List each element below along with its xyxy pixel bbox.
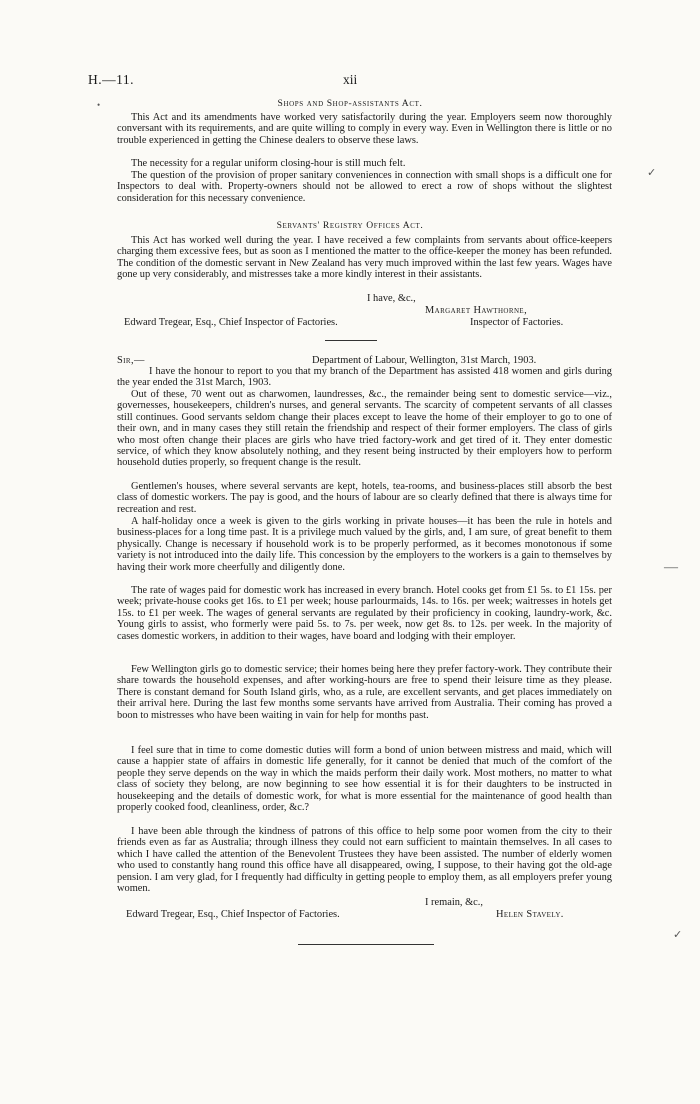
margin-tick-icon: ✓ — [673, 929, 683, 941]
letter-paragraph: Few Wellington girls go to domestic service; their homes being here they prefer factory-work. They contribute their share towards the household expenses, and after working-hours are free to spend their leisure time as they please. There is constant demand for South Island girls, who, as a rule, are excellent servants, and get places immediately on their arrival here. During the last few months some servants have arrived from Australia. Their coming has proved a boon to mistresses who have been waiting in vain for help for months past. — [117, 664, 612, 721]
shops-act-paragraph: The question of the provision of proper sanitary conveniences in connection with small shops is a difficult one for Inspectors to deal with. Property-owners should not be allowed to erect a row of shops without the slightest consideration for this necessary convenience. — [117, 170, 612, 204]
signer-name: Margaret Hawthorne, — [425, 305, 528, 316]
addressee-line: Edward Tregear, Esq., Chief Inspector of Factories. — [126, 909, 340, 920]
letter-paragraph: I have been able through the kindness of patrons of this office to help some poor women from the city to their friends even as far as Australia; through illness they could not earn sufficient to maintain themselves. In all cases to which I have called the attention of the Benevolent Trustees they have been assisted. The number of elderly women who used to constantly hang round this office have all disappeared, owing, I suppose, to their having got the old-age pension. I am very glad, for I frequently had difficulty in getting people to employ them, as all employers prefer young women. — [117, 826, 612, 895]
closing-line: I have, &c., — [367, 293, 416, 304]
document-reference: H.—11. — [88, 72, 134, 87]
page-number: xii — [343, 72, 358, 87]
servants-act-paragraph: This Act has worked well during the year. I have received a few complaints from servants about office-keepers charging them excessive fees, but as soon as I mentioned the matter to the office-keeper the money has been refunded. The condition of the domestic servant in New Zealand has very much improved within the last few years. Wages have gone up very considerably, and mistresses take a more kindly interest in their assistants. — [117, 235, 612, 281]
section-title-servants-act: Servants' Registry Offices Act. — [276, 220, 424, 231]
letter-paragraph: I have the honour to report to you that my branch of the Department has assisted 418 women and girls during the year ended the 31st March, 1903. — [117, 366, 612, 389]
letter-paragraph: Gentlemen's houses, where several servants are kept, hotels, tea-rooms, and business-places still absorb the best class of domestic workers. The pay is good, and the hours of labour are so clearly defined that there is always time for recreation and rest. — [117, 481, 612, 515]
addressee-line: Edward Tregear, Esq., Chief Inspector of Factories. — [124, 317, 338, 328]
signer-name: Helen Stavely. — [496, 909, 564, 920]
shops-act-paragraph: The necessity for a regular uniform closing-hour is still much felt. — [131, 158, 406, 169]
signer-title: Inspector of Factories. — [470, 317, 564, 328]
shops-act-paragraph: This Act and its amendments have worked very satisfactorily during the year. Employers seem now thoroughly conversant with its requirements, and are quite willing to comply in every way. Even in Wellington there is little or no trouble experienced in getting the Chinese dealers to observe these laws. — [117, 112, 612, 146]
letter-paragraph: The rate of wages paid for domestic work has increased in every branch. Hotel cooks get from £1 5s. to £1 15s. per week; private-house cooks get 16s. to £1 per week; house parlourmaids, 14s. to 16s. per week; waitresses in hotels get 15s. to £1 per week. The wages of general servants are regulated by their proficiency in cooking, laundry-work, &c. Young girls to assist, who formerly were paid 5s. to 7s. per week, now get 8s. to 12s. per week. In the majority of cases domestic workers, in addition to their wages, have board and lodging with their employer. — [117, 585, 612, 642]
end-rule — [298, 944, 434, 945]
salutation: Sir,— — [117, 355, 145, 366]
letter-paragraph: I feel sure that in time to come domestic duties will form a bond of union between mistress and maid, which will cause a happier state of affairs in domestic life generally, for it cannot be denied that much of the comfort of the people they serve depends on the way in which the maids perform their daily work. Most mothers, no matter to what class of society they belong, are now beginning to see how essential it is for their daughters to be instructed in housekeeping and the details of domestic work, for what is more essential for the maintenance of good health than properly cooked food, cleanliness, order, &c.? — [117, 745, 612, 814]
section-title-shops-act: Shops and Shop-assistants Act. — [277, 98, 423, 109]
margin-tick-icon: ✓ — [647, 167, 657, 179]
letter-paragraph: Out of these, 70 went out as charwomen, laundresses, &c., the remainder being sent to domestic service—viz., governesses, housekeepers, children's nurses, and general servants. The scarcity of competent servants of all classes still continues. Good servants seldom change their places except to leave the home of their employer to go to one of their own, and in many cases they still retain the friendship and respect of their former employers. The class of girls who most often change their places are girls who have tried factory-work and get tired of it. They enter domestic service, of which they know absolutely nothing, and they resent being instructed by their employers how to perform household duties properly, so frequent change is the result. — [117, 389, 612, 469]
margin-mark: • — [97, 100, 101, 110]
margin-dash-icon: — — [664, 560, 678, 575]
section-divider — [325, 340, 377, 341]
letter-paragraph: A half-holiday once a week is given to the girls working in private houses—it has been the rule in hotels and business-places for a long time past. It is a privilege much valued by the girls, and, I am sure, of great benefit to them physically. Change is necessary if household work is to be properly performed, as it becomes monotonous if some variety is not introduced into the daily life. This concession by the employers to the workers is a gain to themselves by having their work more cheerfully and diligently done. — [117, 516, 612, 573]
closing-line: I remain, &c., — [425, 897, 483, 908]
dateline: Department of Labour, Wellington, 31st March, 1903. — [312, 355, 537, 366]
